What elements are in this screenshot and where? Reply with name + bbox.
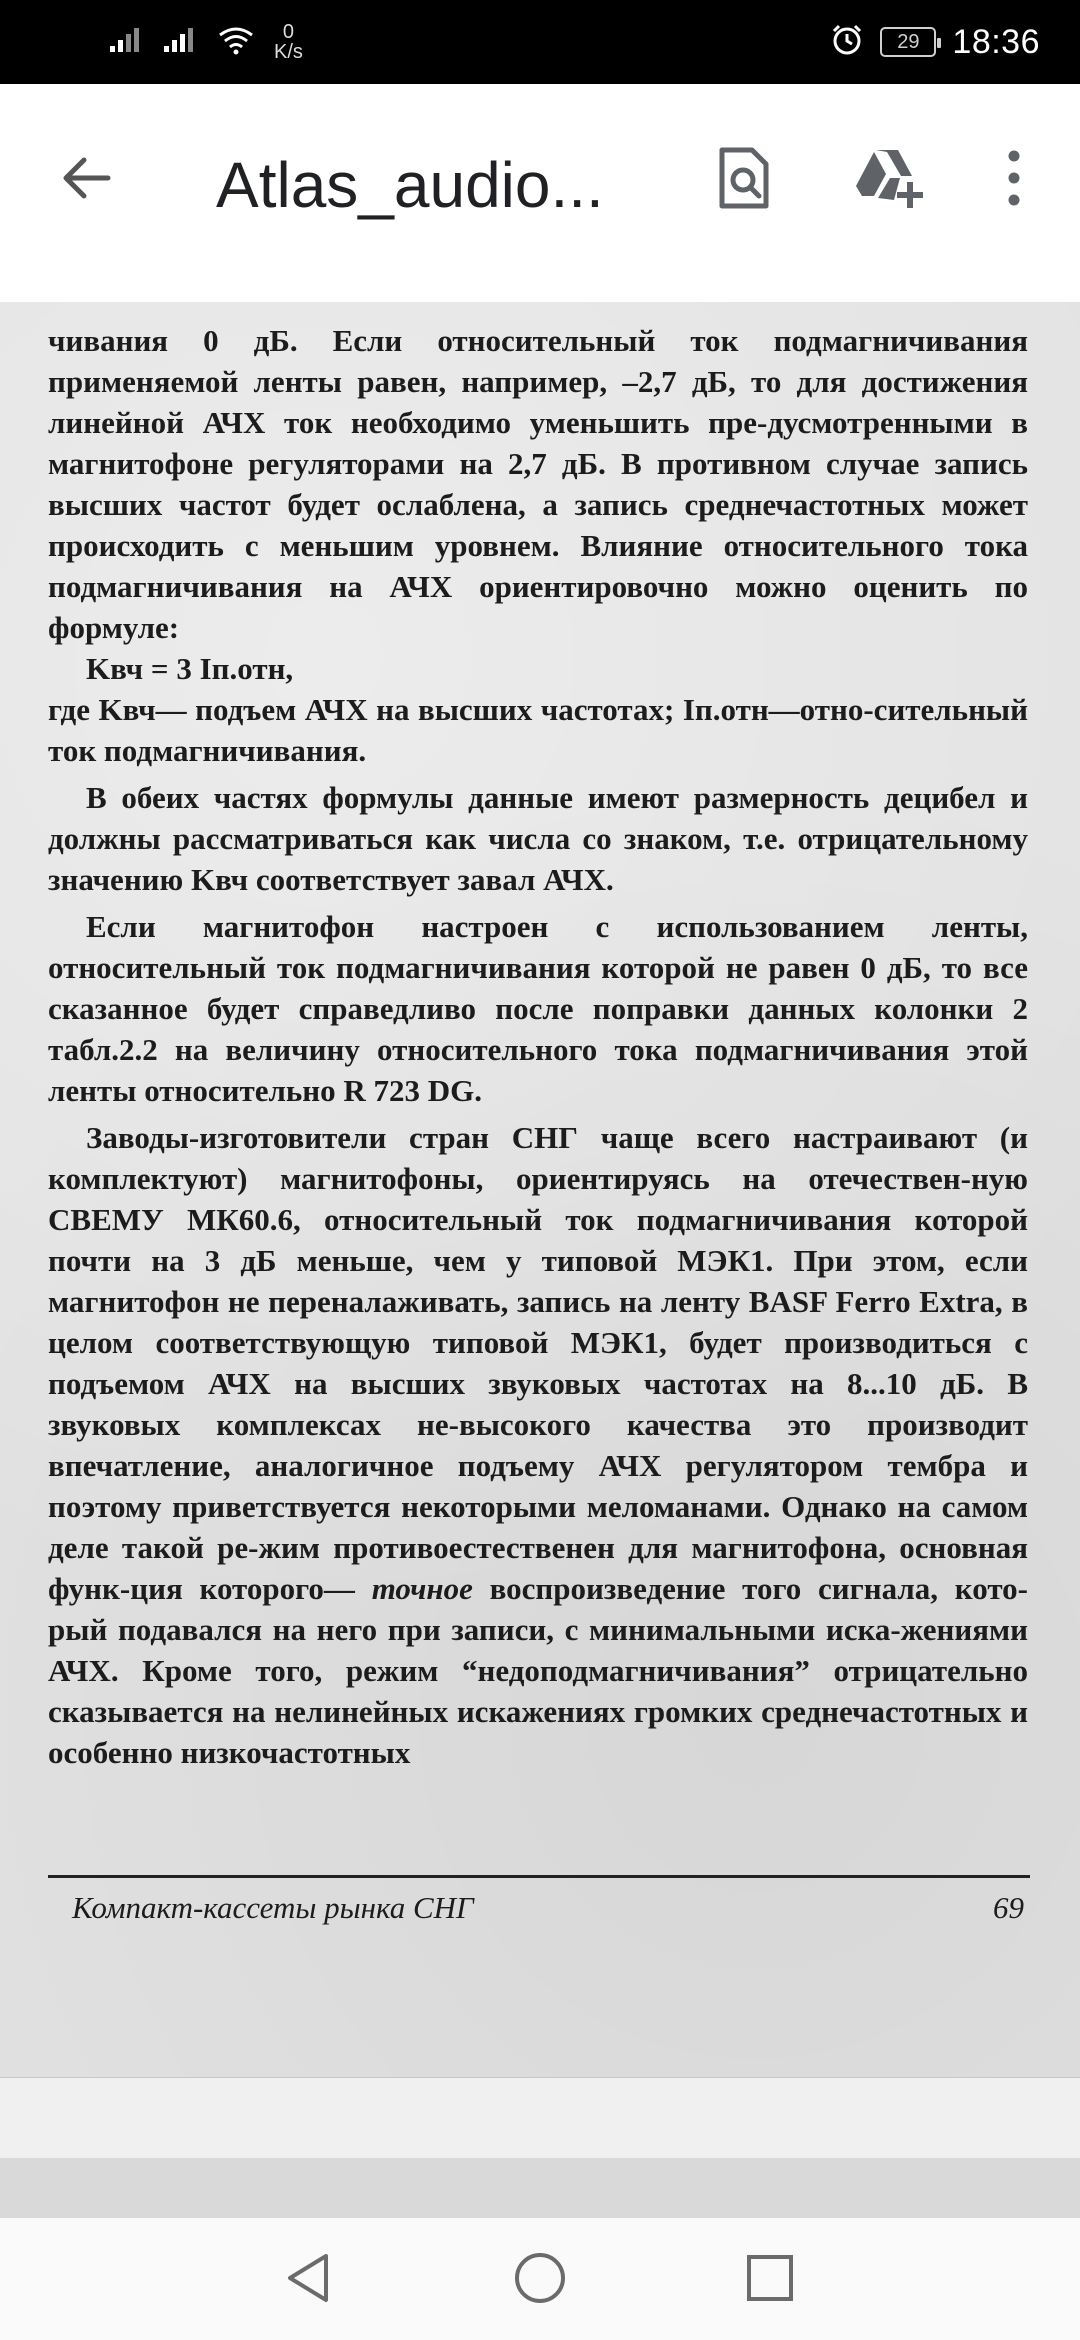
arrow-back-icon	[58, 150, 114, 206]
more-options-button[interactable]	[974, 138, 1054, 218]
paragraph-last	[48, 1117, 1028, 1773]
paragraph-tail: воспроизведение того сигнала, кото-рый подавался на него при записи, с минимальными иска-жениями АЧХ. Кроме того, режим “недоподмагничивания” отрицательно сказывается на нелинейных искажениях громких среднечастотных и особенно низкочастотных	[48, 1571, 1028, 1770]
triangle-back-icon	[284, 2252, 332, 2304]
nav-back-button[interactable]	[276, 2246, 340, 2310]
clock: 18:36	[952, 22, 1040, 61]
nav-home-button[interactable]	[508, 2246, 572, 2310]
document-title: Atlas_audio...	[216, 149, 604, 221]
footer-divider	[48, 1875, 1030, 1878]
paragraph: чивания 0 дБ. Если относительный ток подмагничивания применяемой ленты равен, например, –2,7 дБ, то для достижения линейной АЧХ ток необходимо уменьшить пре-дусмотренными в магнитофоне регуляторами на 2,7 дБ. В противном случае запись высших частот будет ослаблена, а запись среднечастотных может происходить с меньшим уровнем. Влияние относительного тока подмагничивания на АЧХ ориентировочно можно оценить по формуле:	[48, 323, 1028, 645]
find-in-document-button[interactable]	[704, 138, 784, 218]
signal-icon	[108, 26, 144, 59]
net-speed-value: 0	[282, 21, 295, 43]
back-button[interactable]	[50, 142, 122, 214]
signal-icon-2	[162, 26, 198, 59]
battery-icon	[880, 27, 936, 57]
net-speed	[274, 22, 303, 62]
alarm-icon	[830, 23, 864, 62]
paragraph: где Kвч— подъем АЧХ на высших частотах; Iп.отн—отно-сительный ток подмагничивания.	[48, 692, 1028, 768]
running-footer: Компакт-кассеты рынка СНГ	[72, 1890, 474, 1925]
navigation-bar	[0, 2218, 1080, 2340]
status-right	[830, 18, 1040, 66]
status-left	[108, 18, 303, 66]
nav-recents-button[interactable]	[738, 2246, 802, 2310]
emphasis-text: точное	[371, 1571, 473, 1606]
paragraph: В обеих частях формулы данные имеют размерность децибел и должны рассматриваться как числа со знаком, т.е. отрицательному значению Kвч соответствует завал АЧХ.	[48, 780, 1028, 897]
paragraph-text: Заводы-изготовители стран СНГ чаще всего настраивают (и комплектуют) магнитофоны, ориентируясь на отечествен-ную СВЕМУ МК60.6, относительный ток подмагничивания которой почти на 3 дБ меньше, чем у типовой МЭК1. При этом, если магнитофон не переналаживать, запись на ленту BASF Ferro Extra, в целом соответствующую типовой МЭК1, будет производиться с подъемом АЧХ на высших звуковых частотах на 8...10 дБ. В звуковых комплексах не-высокого качества это производит впечатление, аналогичное подъему АЧХ регулятором тембра и поэтому приветствуется некоторыми меломанами. Однако на самом деле такой ре-жим противоестественен для магнитофона, основная функ-ция которого—	[48, 1120, 1028, 1606]
page-gap	[0, 2078, 1080, 2158]
page-number: 69	[993, 1890, 1024, 1925]
add-to-drive-button[interactable]	[850, 138, 930, 218]
app-bar	[0, 84, 1080, 302]
page-body	[48, 320, 1028, 1773]
drive-add-icon	[854, 146, 926, 210]
net-speed-unit: K/s	[274, 41, 303, 63]
circle-home-icon	[512, 2250, 568, 2306]
paragraph: Если магнитофон настроен с использованием ленты, относительный ток подмагничивания которой не равен 0 дБ, то все сказанное будет справедливо после поправки данных колонки 2 табл.2.2 на величину относительного тока подмагничивания этой ленты относительно R 723 DG.	[48, 909, 1028, 1108]
find-in-page-icon	[714, 146, 774, 210]
document-page[interactable]	[0, 302, 1080, 2078]
next-page-preview[interactable]	[0, 2158, 1080, 2218]
more-vert-icon	[1004, 148, 1024, 208]
battery-level: 29	[897, 30, 920, 53]
formula: Kвч = 3 Iп.отн,	[86, 651, 294, 686]
status-bar	[0, 0, 1080, 84]
wifi-icon	[216, 25, 256, 60]
square-recents-icon	[745, 2253, 795, 2303]
